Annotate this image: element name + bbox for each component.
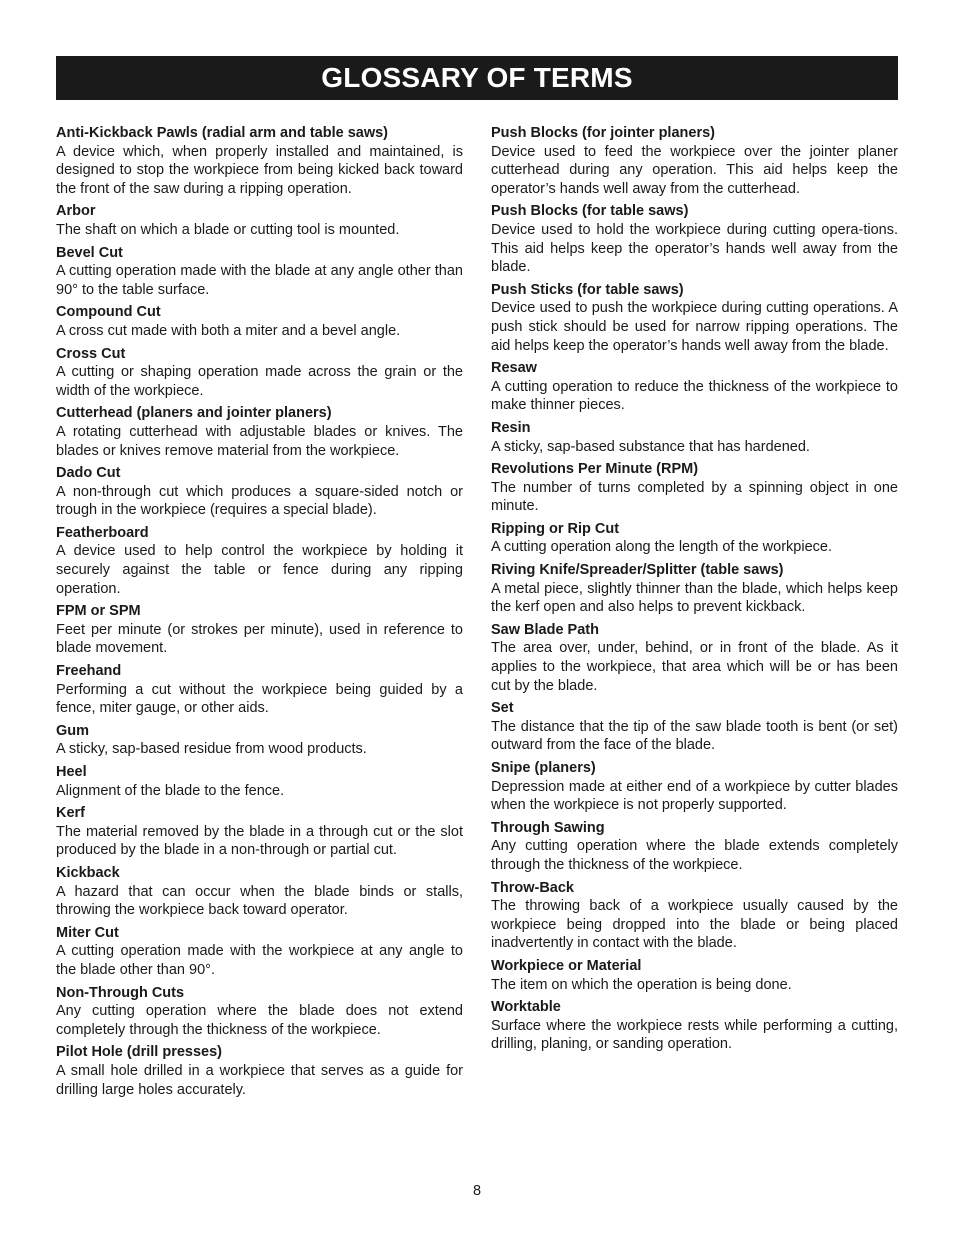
glossary-entry [56, 662, 463, 718]
glossary-term: FPM or SPM [56, 603, 141, 620]
glossary-definition: A cutting operation made with the workpiece at any angle to the blade other than 90°. [56, 943, 463, 978]
glossary-definition: Feet per minute (or strokes per minute), used in reference to blade movement. [56, 621, 463, 657]
glossary-term: Cutterhead (planers and jointer planers) [56, 405, 332, 422]
glossary-definition: A cutting operation to reduce the thickness of the workpiece to make thinner pieces. [491, 378, 898, 414]
glossary-column-left [56, 124, 463, 1103]
glossary-definition: A sticky, sap-based substance that has hardened. [491, 438, 810, 455]
glossary-definition: The area over, under, behind, or in front of the blade. As it applies to the workpiece, that area which will be or has been cut by the blade. [491, 640, 898, 694]
glossary-term: Kickback [56, 864, 120, 881]
glossary-definition: The number of turns completed by a spinning object in one minute. [491, 479, 898, 515]
glossary-entry [491, 460, 898, 516]
glossary-term: Arbor [56, 203, 96, 220]
glossary-term: Saw Blade Path [491, 621, 599, 638]
glossary-term: Set [491, 700, 514, 717]
glossary-definition: Device used to hold the workpiece during cutting opera-tions. This aid helps keep the operator’s hands well away from the blade. [491, 221, 898, 276]
glossary-entry [491, 819, 898, 875]
glossary-term: Push Blocks (for jointer planers) [491, 125, 715, 141]
glossary-entry [56, 924, 463, 980]
glossary-term: Push Blocks (for table saws) [491, 203, 689, 220]
glossary-definition: A cutting or shaping operation made across the grain or the width of the workpiece. [56, 364, 463, 399]
glossary-entry [491, 520, 898, 557]
glossary-term: Riving Knife/Spreader/Splitter (table saws) [491, 562, 784, 579]
glossary-definition: A device which, when properly installed and maintained, is designed to stop the workpiece from being kicked back toward the front of the saw during a ripping operation. [56, 143, 463, 197]
glossary-definition: Alignment of the blade to the fence. [56, 782, 285, 799]
glossary-definition: Performing a cut without the workpiece being guided by a fence, miter gauge, or other aids. [56, 681, 463, 717]
glossary-term: Cross Cut [56, 345, 126, 362]
title-banner [56, 56, 898, 100]
glossary-term: Non-Through Cuts [56, 984, 185, 1001]
glossary-term: Snipe (planers) [491, 760, 596, 776]
glossary-term: Gum [56, 722, 90, 739]
glossary-term: Push Sticks (for table saws) [491, 281, 684, 298]
glossary-definition: A non-through cut which produces a square-sided notch or trough in the workpiece (requires a special blade). [56, 483, 463, 519]
glossary-entry [56, 984, 463, 1040]
glossary-definition: A device used to help control the workpiece by holding it securely against the table or fence during any ripping operation. [56, 543, 463, 597]
glossary-definition: The item on which the operation is being done. [491, 976, 792, 993]
glossary-entry [491, 957, 898, 994]
glossary-entry [56, 722, 463, 759]
glossary-column-right [491, 124, 898, 1058]
glossary-term: Through Sawing [491, 819, 605, 836]
glossary-definition: A hazard that can occur when the blade binds or stalls, throwing the workpiece back toward operator. [56, 883, 463, 919]
glossary-definition: A rotating cutterhead with adjustable blades or knives. The blades or knives remove material from the workpiece. [56, 423, 463, 459]
glossary-definition: A cutting operation along the length of the workpiece. [491, 539, 832, 556]
glossary-term: Throw-Back [491, 879, 574, 896]
glossary-entry [491, 699, 898, 755]
glossary-definition: Surface where the workpiece rests while performing a cutting, drilling, planing, or sanding operation. [491, 1017, 898, 1053]
glossary-definition: A cutting operation made with the blade at any angle other than 90° to the table surface. [56, 263, 463, 298]
glossary-definition: Any cutting operation where the blade extends completely through the thickness of the workpiece. [491, 838, 898, 873]
glossary-entry [491, 202, 898, 276]
glossary-entry [491, 879, 898, 953]
glossary-entry [56, 1043, 463, 1099]
glossary-entry [56, 244, 463, 300]
glossary-term: Pilot Hole (drill presses) [56, 1044, 222, 1061]
glossary-entry [56, 124, 463, 198]
glossary-entry [56, 202, 463, 239]
glossary-definition: The distance that the tip of the saw blade tooth is bent (or set) outward from the face of the blade. [491, 718, 898, 754]
glossary-term: Revolutions Per Minute (RPM) [491, 461, 699, 478]
glossary-term: Anti-Kickback Pawls (radial arm and table saws) [56, 125, 389, 141]
glossary-entry [56, 602, 463, 658]
glossary-term: Featherboard [56, 524, 149, 541]
glossary-definition: The throwing back of a workpiece usually caused by the workpiece being dropped into the blade or being placed inadvertently in contact with the blade. [491, 898, 898, 952]
glossary-term: Kerf [56, 805, 86, 822]
glossary-term: Dado Cut [56, 465, 121, 482]
glossary-entry [491, 359, 898, 415]
glossary-entry [56, 524, 463, 598]
glossary-term: Resaw [491, 360, 537, 377]
glossary-entry [56, 464, 463, 520]
glossary-definition: A small hole drilled in a workpiece that serves as a guide for drilling large holes accurately. [56, 1062, 463, 1098]
glossary-definition: A sticky, sap-based residue from wood products. [56, 741, 367, 758]
glossary-entry [491, 561, 898, 617]
glossary-entry [491, 124, 898, 198]
glossary-entry [56, 864, 463, 920]
glossary-entry [491, 621, 898, 695]
glossary-entry [491, 419, 898, 456]
glossary-definition: The shaft on which a blade or cutting tool is mounted. [56, 221, 400, 238]
glossary-definition: Depression made at either end of a workpiece by cutter blades when the workpiece is not properly supported. [491, 778, 898, 814]
glossary-entry [491, 759, 898, 815]
glossary-definition: A metal piece, slightly thinner than the blade, which helps keep the kerf open and also helps to prevent kickback. [491, 580, 898, 616]
glossary-definition: The material removed by the blade in a through cut or the slot produced by the blade in a non-through or partial cut. [56, 823, 463, 859]
glossary-entry [56, 763, 463, 800]
glossary-term: Bevel Cut [56, 244, 123, 261]
glossary-term: Compound Cut [56, 304, 161, 321]
glossary-term: Worktable [491, 999, 561, 1016]
glossary-entry [56, 404, 463, 460]
glossary-term: Resin [491, 419, 531, 436]
glossary-entry [56, 804, 463, 860]
glossary-definition: A cross cut made with both a miter and a bevel angle. [56, 322, 401, 339]
glossary-definition: Device used to push the workpiece during cutting operations. A push stick should be used for narrow ripping operations. The aid helps keep the operator’s hands well away from the blade. [491, 300, 898, 354]
glossary-entry [56, 303, 463, 340]
glossary-term: Workpiece or Material [491, 957, 642, 974]
glossary-definition: Any cutting operation where the blade does not extend completely through the thickness of the workpiece. [56, 1003, 463, 1038]
glossary-definition: Device used to feed the workpiece over the jointer planer cutterhead during any operation. This aid helps keep the operator’s hands well away from the cutterhead. [491, 143, 898, 197]
glossary-entry [491, 998, 898, 1054]
glossary-term: Ripping or Rip Cut [491, 520, 620, 537]
glossary-entry [56, 345, 463, 401]
glossary-term: Heel [56, 764, 87, 780]
glossary-term: Freehand [56, 663, 122, 680]
page-number: 8 [472, 1183, 482, 1199]
glossary-term: Miter Cut [56, 924, 119, 941]
page-title: GLOSSARY OF TERMS [321, 62, 633, 93]
glossary-entry [491, 281, 898, 355]
